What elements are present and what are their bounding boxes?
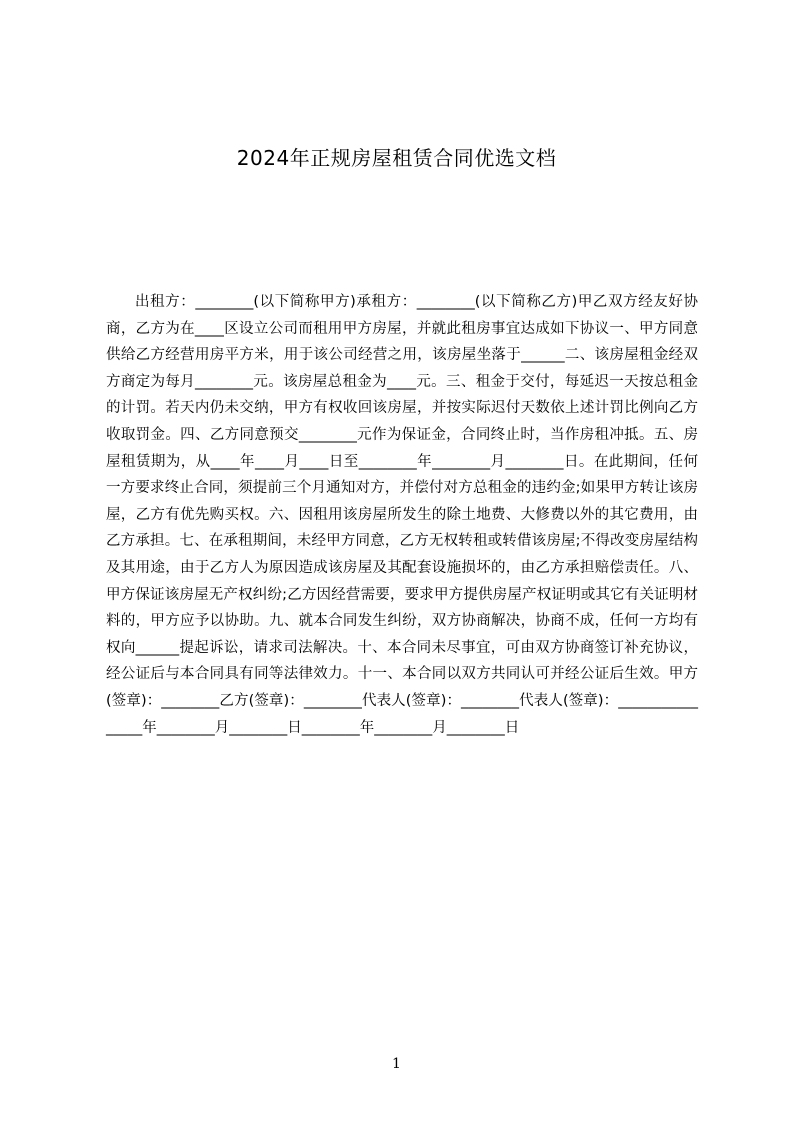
document-title: 2024年正规房屋租赁合同优选文档 — [236, 146, 557, 170]
page-number: 1 — [392, 1056, 401, 1072]
contract-body-text: 出租方：________(以下简称甲方)承租方：________(以下简称乙方)甲乙双方经友好协商，乙方为在____区设立公司而租用甲方房屋，并就此租房事宜达成如下协议一、甲方同意供给乙方经营用房平方米，用于该公司经营之用，该房屋坐落于______二、该房屋租金经双方商定为每月________元。该房屋总租金为____元。三、租金于交付，每延迟一天按总租金的计罚。若天内仍未交纳，甲方有权收回该房屋，并按实际迟付天数依上述计罚比例向乙方收取罚金。四、乙方同意预交________元作为保证金，合同终止时，当作房租冲抵。五、房屋租赁期为，从____年____月____日至________年________月________日。在此期间，任何一方要求终止合同，须提前三个月通知对方，并偿付对方总租金的违约金;如果甲方转让该房屋，乙方有优先购买权。六、因租用该房屋所发生的除土地费、大修费以外的其它费用，由乙方承担。七、在承租期间，未经甲方同意，乙方无权转租或转借该房屋;不得改变房屋结构及其用途，由于乙方人为原因造成该房屋及其配套设施损坏的，由乙方承担赔偿责任。八、甲方保证该房屋无产权纠纷;乙方因经营需要，要求甲方提供房屋产权证明或其它有关证明材料的，甲方应予以协助。九、就本合同发生纠纷，双方协商解决，协商不成，任何一方均有权向______提起诉讼，请求司法解决。十、本合同未尽事宜，可由双方协商签订补充协议，经公证后与本合同具有同等法律效力。十一、本合同以双方共同认可并经公证后生效。甲方(签章)：________乙方(签章)：________代表人(签章)：________代表人(签章)：________________年________月________日________年________月________日 — [106, 294, 698, 736]
